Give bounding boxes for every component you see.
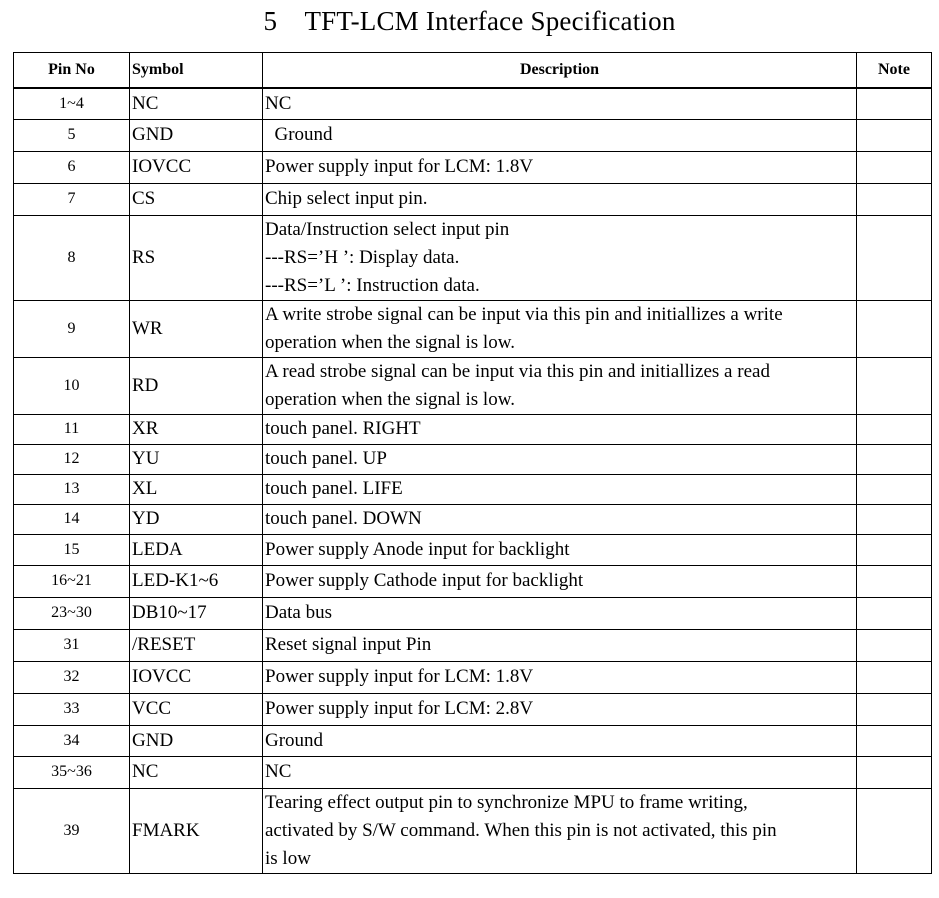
symbol-cell: LED-K1~6 xyxy=(130,565,263,597)
description-cell xyxy=(263,119,857,151)
symbol-cell: GND xyxy=(130,725,263,756)
description-cell xyxy=(263,444,857,474)
note-cell xyxy=(857,756,932,788)
note-cell xyxy=(857,88,932,119)
description-line: Power supply input for LCM: 1.8V xyxy=(265,156,534,177)
description-cell xyxy=(263,151,857,183)
pin-number-cell: 14 xyxy=(14,504,130,534)
pin-number-cell: 7 xyxy=(14,183,130,215)
pin-number-cell: 35~36 xyxy=(14,756,130,788)
description-line: Data/Instruction select input pin xyxy=(265,218,510,240)
header-pin-no: Pin No xyxy=(14,53,130,89)
note-cell xyxy=(857,504,932,534)
description-line: touch panel. RIGHT xyxy=(265,418,421,439)
symbol-cell: RD xyxy=(130,357,263,414)
description-line: Reset signal input Pin xyxy=(265,634,432,655)
description-line: Power supply Anode input for backlight xyxy=(265,538,570,560)
description-cell xyxy=(263,565,857,597)
description-cell xyxy=(263,215,857,300)
page-title: 5 TFT-LCM Interface Specification xyxy=(263,6,676,36)
description-cell xyxy=(263,756,857,788)
note-cell xyxy=(857,444,932,474)
pin-number-cell: 32 xyxy=(14,661,130,693)
description-line: touch panel. UP xyxy=(265,448,387,469)
note-cell xyxy=(857,119,932,151)
note-cell xyxy=(857,725,932,756)
table-row xyxy=(14,119,932,151)
note-cell xyxy=(857,629,932,661)
pin-number-cell: 6 xyxy=(14,151,130,183)
description-line: is low xyxy=(265,847,311,869)
table-row xyxy=(14,215,932,300)
table-row xyxy=(14,474,932,504)
note-cell xyxy=(857,151,932,183)
symbol-cell: CS xyxy=(130,183,263,215)
description-line: Power supply input for LCM: 1.8V xyxy=(265,666,534,687)
description-cell xyxy=(263,725,857,756)
pin-number-cell: 16~21 xyxy=(14,565,130,597)
table-row xyxy=(14,300,932,357)
description-line: touch panel. DOWN xyxy=(265,508,422,529)
note-cell xyxy=(857,474,932,504)
table-row xyxy=(14,693,932,725)
symbol-cell: YU xyxy=(130,444,263,474)
pin-number-cell: 33 xyxy=(14,693,130,725)
table-row xyxy=(14,88,932,119)
header-note: Note xyxy=(857,53,932,89)
table-row xyxy=(14,629,932,661)
pin-number-cell: 9 xyxy=(14,300,130,357)
description-line: Power supply Cathode input for backlight xyxy=(265,570,584,591)
symbol-cell: VCC xyxy=(130,693,263,725)
symbol-cell: YD xyxy=(130,504,263,534)
header-row xyxy=(14,53,932,89)
pin-spec-table xyxy=(13,52,932,874)
header-description: Description xyxy=(263,53,857,89)
description-cell xyxy=(263,629,857,661)
table-row xyxy=(14,597,932,629)
description-line: operation when the signal is low. xyxy=(265,388,515,410)
description-line: Power supply input for LCM: 2.8V xyxy=(265,698,534,719)
pin-number-cell: 5 xyxy=(14,119,130,151)
description-line: Chip select input pin. xyxy=(265,188,428,209)
description-cell xyxy=(263,357,857,414)
symbol-cell: FMARK xyxy=(130,788,263,873)
pin-number-cell: 34 xyxy=(14,725,130,756)
table-row xyxy=(14,725,932,756)
table-row xyxy=(14,534,932,565)
note-cell xyxy=(857,215,932,300)
description-cell xyxy=(263,504,857,534)
symbol-cell: DB10~17 xyxy=(130,597,263,629)
pin-number-cell: 11 xyxy=(14,414,130,444)
description-line: NC xyxy=(265,92,292,114)
symbol-cell: NC xyxy=(130,88,263,119)
note-cell xyxy=(857,534,932,565)
description-cell xyxy=(263,597,857,629)
description-cell xyxy=(263,788,857,873)
description-line: touch panel. LIFE xyxy=(265,478,403,499)
table-row xyxy=(14,504,932,534)
pin-number-cell: 8 xyxy=(14,215,130,300)
symbol-cell: GND xyxy=(130,119,263,151)
pin-number-cell: 31 xyxy=(14,629,130,661)
symbol-cell: LEDA xyxy=(130,534,263,565)
description-line: Ground xyxy=(265,729,324,751)
description-line: A write strobe signal can be input via this pin and initiallizes a write xyxy=(265,303,783,325)
description-line: NC xyxy=(265,761,292,782)
table-row xyxy=(14,183,932,215)
description-cell xyxy=(263,300,857,357)
table-row xyxy=(14,565,932,597)
table-row xyxy=(14,151,932,183)
description-cell xyxy=(263,474,857,504)
table-row xyxy=(14,357,932,414)
note-cell xyxy=(857,597,932,629)
description-cell xyxy=(263,183,857,215)
symbol-cell: IOVCC xyxy=(130,661,263,693)
symbol-cell: NC xyxy=(130,756,263,788)
table-row xyxy=(14,788,932,873)
description-line: ---RS=’L ’: Instruction data. xyxy=(265,274,480,296)
symbol-cell: IOVCC xyxy=(130,151,263,183)
description-cell xyxy=(263,534,857,565)
table-body xyxy=(14,88,932,873)
table-row xyxy=(14,444,932,474)
description-line: operation when the signal is low. xyxy=(265,331,515,353)
table-row xyxy=(14,756,932,788)
description-line: ---RS=’H ’: Display data. xyxy=(265,246,460,268)
pin-number-cell: 15 xyxy=(14,534,130,565)
description-line: A read strobe signal can be input via this pin and initiallizes a read xyxy=(265,360,770,382)
symbol-cell: RS xyxy=(130,215,263,300)
pin-number-cell: 13 xyxy=(14,474,130,504)
note-cell xyxy=(857,183,932,215)
pin-number-cell: 12 xyxy=(14,444,130,474)
symbol-cell: /RESET xyxy=(130,629,263,661)
table-row xyxy=(14,414,932,444)
description-cell xyxy=(263,693,857,725)
header-symbol: Symbol xyxy=(130,53,263,89)
description-cell xyxy=(263,414,857,444)
description-cell xyxy=(263,661,857,693)
note-cell xyxy=(857,565,932,597)
description-line: Tearing effect output pin to synchronize MPU to frame writing, xyxy=(265,791,748,813)
description-line: Data bus xyxy=(265,602,333,623)
pin-number-cell: 10 xyxy=(14,357,130,414)
note-cell xyxy=(857,414,932,444)
symbol-cell: XL xyxy=(130,474,263,504)
note-cell xyxy=(857,693,932,725)
symbol-cell: WR xyxy=(130,300,263,357)
note-cell xyxy=(857,661,932,693)
description-line: Ground xyxy=(265,124,333,145)
description-line: activated by S/W command. When this pin is not activated, this pin xyxy=(265,819,777,841)
pin-number-cell: 39 xyxy=(14,788,130,873)
note-cell xyxy=(857,788,932,873)
description-cell xyxy=(263,88,857,119)
note-cell xyxy=(857,357,932,414)
symbol-cell: XR xyxy=(130,414,263,444)
table-row xyxy=(14,661,932,693)
note-cell xyxy=(857,300,932,357)
pin-number-cell: 1~4 xyxy=(14,88,130,119)
pin-number-cell: 23~30 xyxy=(14,597,130,629)
